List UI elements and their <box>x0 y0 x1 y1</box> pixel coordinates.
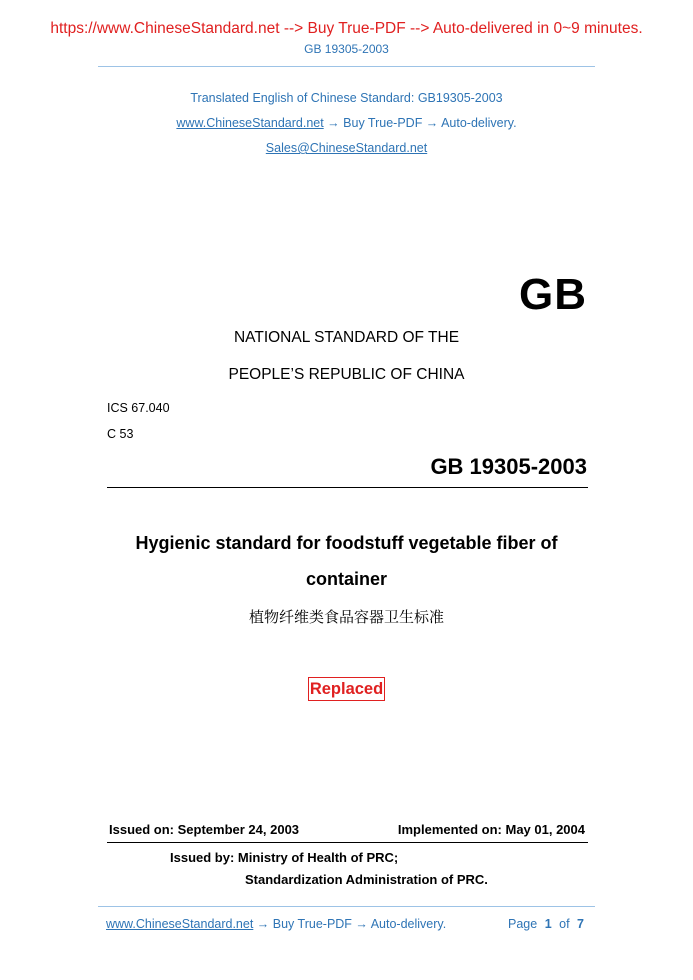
dates-rule <box>107 842 588 843</box>
issuer-line-2: Standardization Administration of PRC. <box>245 872 488 887</box>
intro-email-line <box>0 141 693 155</box>
intro-translation-line: Translated English of Chinese Standard: GB19305-2003 <box>190 91 503 105</box>
status-badge-wrap <box>0 677 693 701</box>
issued-date: Issued on: September 24, 2003 <box>109 822 300 837</box>
gb-logo: GB <box>519 270 587 319</box>
intro-delivery-line <box>0 116 693 130</box>
implemented-date: Implemented on: May 01, 2004 <box>397 822 585 837</box>
intro-delivery-text: → Buy True-PDF → Auto-delivery. <box>323 116 517 130</box>
header-divider <box>98 66 595 67</box>
status-badge: Replaced <box>308 677 385 701</box>
standard-number-rule <box>107 487 588 488</box>
issuer-line-1: Issued by: Ministry of Health of PRC; <box>170 850 399 865</box>
of-label: of <box>559 917 570 931</box>
top-banner[interactable]: https://www.ChineseStandard.net --> Buy True-PDF --> Auto-delivered in 0~9 minutes. <box>50 20 643 37</box>
footer-delivery-text: → Buy True-PDF → Auto-delivery. <box>253 917 447 931</box>
page-label: Page <box>508 917 538 931</box>
chinesestandard-link[interactable]: www.ChineseStandard.net <box>176 116 324 130</box>
footer-delivery-line <box>106 917 446 931</box>
footer-divider <box>98 906 595 907</box>
title-english-line-1: Hygienic standard for foodstuff vegetable fiber of <box>135 533 558 553</box>
sales-email-link[interactable]: Sales@ChineseStandard.net <box>265 141 428 155</box>
national-standard-line-1: NATIONAL STANDARD OF THE <box>233 329 460 346</box>
national-standard-line-2: PEOPLE’S REPUBLIC OF CHINA <box>228 366 465 383</box>
page-number: 1 <box>544 917 552 931</box>
footer-chinesestandard-link[interactable]: www.ChineseStandard.net <box>106 917 254 931</box>
running-header: GB 19305-2003 <box>304 42 389 56</box>
ics-code: ICS 67.040 <box>107 401 170 415</box>
title-chinese: 植物纤维类食品容器卫生标准 <box>248 608 444 626</box>
standard-number: GB 19305-2003 <box>430 454 587 479</box>
ccs-code: C 53 <box>107 427 134 441</box>
page-indicator <box>508 917 584 931</box>
title-english-line-2: container <box>305 569 388 589</box>
page-total: 7 <box>577 917 584 931</box>
